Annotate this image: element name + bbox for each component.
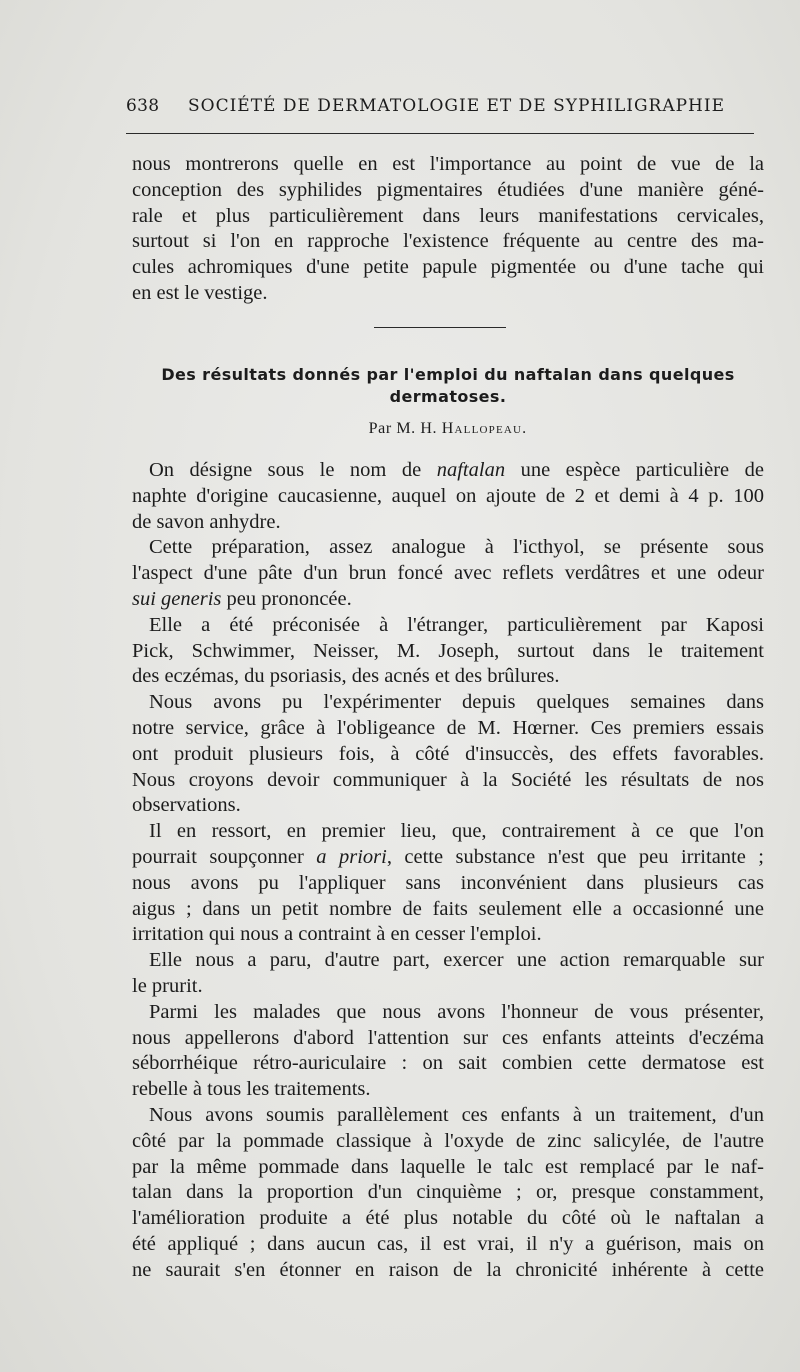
- header-rule: [126, 133, 754, 134]
- text-line: cules achromiques d'une petite papule pigmentée ou d'une tache qui: [132, 256, 764, 279]
- term-sui-generis: sui generis: [132, 587, 222, 610]
- text-line: Elle a été préconisée à l'étranger, particulièrement par Kaposi: [149, 613, 764, 636]
- article-title-line: Des résultats donnés par l'emploi du naftalan dans quelques: [161, 365, 735, 384]
- text-line: Nous avons pu l'expérimenter depuis quelques semaines dans: [149, 691, 764, 714]
- text-line: aigus ; dans un petit nombre de faits seulement elle a occasionné une: [132, 897, 764, 920]
- term-naftalan: naftalan: [436, 459, 506, 481]
- text-line: rebelle à tous les traitements.: [132, 1078, 371, 1101]
- text-line: conception des syphilides pigmentaires étudiées d'une manière géné-: [132, 178, 764, 201]
- page-number: 638: [126, 96, 160, 116]
- text-line: observations.: [132, 794, 241, 817]
- text-line: Cette préparation, assez analogue à l'icthyol, se présente sous: [149, 536, 764, 559]
- text-line: l'aspect d'une pâte d'un brun foncé avec reflets verdâtres et une odeur: [132, 562, 764, 585]
- text-line: Nous croyons devoir communiquer à la Société les résultats de nos: [132, 768, 764, 791]
- text-line: pourrait soupçonner a priori, cette substance n'est que peu irritante ;: [132, 845, 764, 868]
- text-line: en est le vestige.: [132, 281, 268, 304]
- section-separator: [374, 327, 506, 328]
- text-line: naphte d'origine caucasienne, auquel on ajoute de 2 et demi à 4 p. 100: [132, 484, 764, 507]
- byline-author: Hallopeau.: [441, 420, 528, 437]
- text-line: séborrhéique rétro-auriculaire : on sait combien cette dermatose est: [132, 1052, 764, 1075]
- text-line: nous appellerons d'abord l'attention sur ces enfants atteints d'eczéma: [132, 1026, 764, 1049]
- text-line: le prurit.: [132, 974, 203, 997]
- text-line: nous avons pu l'appliquer sans inconvénient dans plusieurs cas: [132, 871, 764, 894]
- article-byline: [132, 420, 764, 438]
- text-line: notre service, grâce à l'obligeance de M. Hœrner. Ces premiers essais: [132, 716, 764, 739]
- text-line: surtout si l'on en rapproche l'existence fréquente au centre des ma-: [132, 230, 764, 253]
- running-title: SOCIÉTÉ DE DERMATOLOGIE ET DE SYPHILIGRAPHIE: [188, 96, 726, 116]
- text-line: irritation qui nous a contraint à en cesser l'emploi.: [132, 923, 542, 946]
- text-line: ne saurait s'en étonner en raison de la chronicité inhérente à cette: [132, 1258, 764, 1281]
- article-title-line: dermatoses.: [389, 387, 507, 406]
- text-line: On désigne sous le nom de naftalan une espèce particulière de: [149, 459, 764, 481]
- text-line: l'amélioration produite a été plus notable du côté où le naftalan a: [132, 1207, 764, 1230]
- intro-paragraph: [132, 152, 764, 307]
- byline-prefix: Par M. H.: [368, 420, 438, 437]
- text-line: de savon anhydre.: [132, 510, 281, 533]
- text-line: Nous avons soumis parallèlement ces enfants à un traitement, d'un: [149, 1103, 764, 1126]
- article-title: [132, 364, 764, 408]
- text-line: Pick, Schwimmer, Neisser, M. Joseph, surtout dans le traitement: [132, 639, 764, 662]
- text-line: rale et plus particulièrement dans leurs manifestations cervicales,: [132, 204, 764, 227]
- text-line: Il en ressort, en premier lieu, que, contrairement à ce que l'on: [149, 820, 764, 843]
- text-line: Parmi les malades que nous avons l'honneur de vous présenter,: [149, 1000, 764, 1023]
- text-line: talan dans la proportion d'un cinquième ; or, presque constamment,: [132, 1181, 764, 1204]
- text-line: des eczémas, du psoriasis, des acnés et des brûlures.: [132, 665, 560, 688]
- running-header: [126, 96, 754, 120]
- term-a-priori: a priori: [316, 845, 387, 868]
- text-line: par la même pommade dans laquelle le talc est remplacé par le naf-: [132, 1155, 764, 1178]
- text-line: ont produit plusieurs fois, à côté d'insuccès, des effets favorables.: [132, 742, 764, 765]
- text-line: sui generis peu prononcée.: [132, 587, 352, 610]
- text-line: Elle nous a paru, d'autre part, exercer une action remarquable sur: [149, 949, 764, 972]
- article-body: [132, 458, 764, 1284]
- text-line: côté par la pommade classique à l'oxyde de zinc salicylée, de l'autre: [132, 1129, 764, 1152]
- text-line: nous montrerons quelle en est l'importance au point de vue de la: [132, 153, 764, 175]
- text-line: été appliqué ; dans aucun cas, il est vrai, il n'y a guérison, mais on: [132, 1232, 764, 1255]
